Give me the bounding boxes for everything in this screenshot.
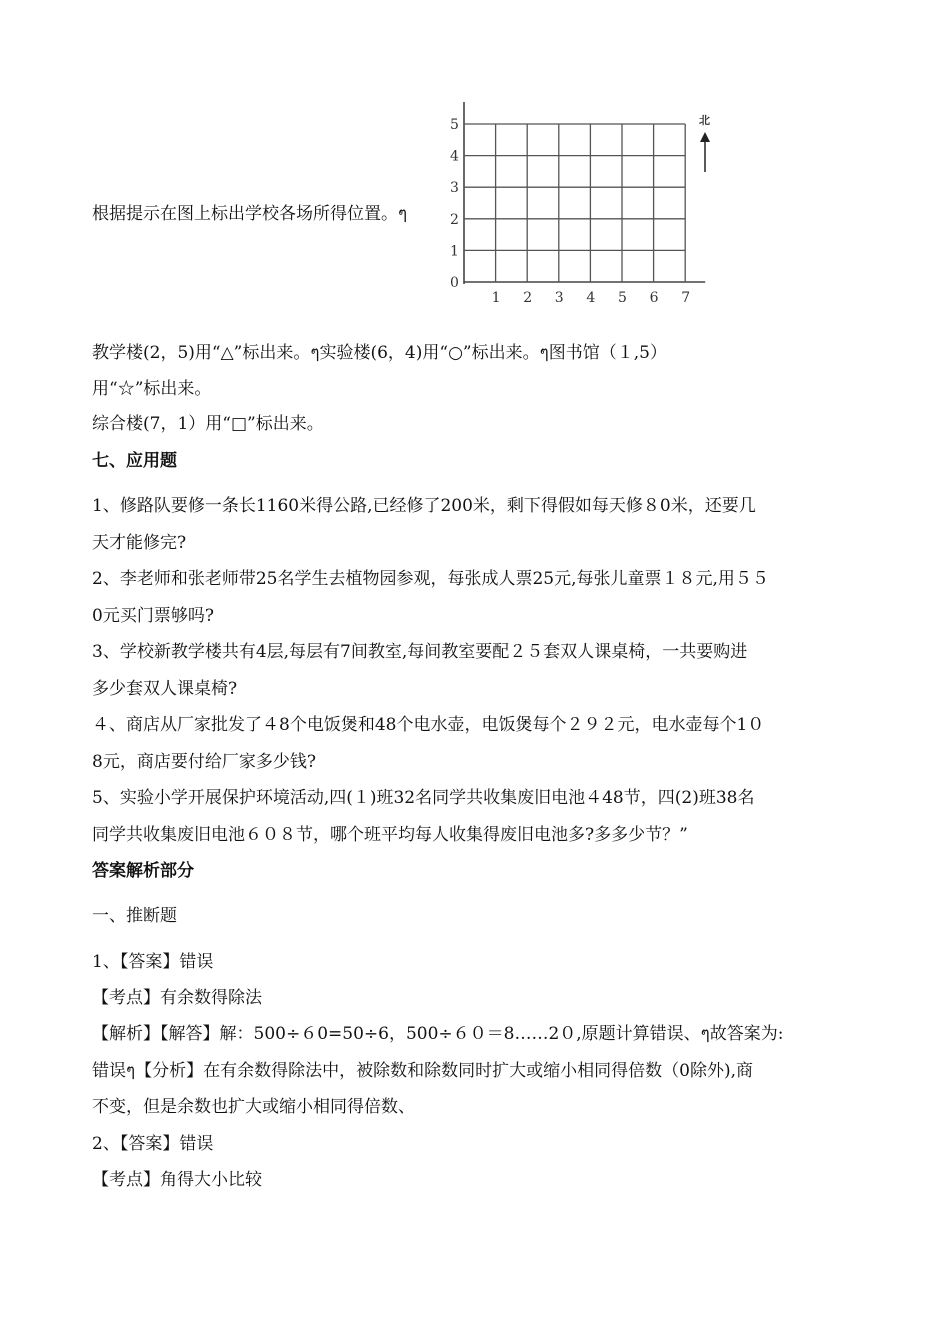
answers-title: 答案解析部分 [92,861,194,881]
answer-2-point: 【考点】角得大小比较 [92,1170,262,1190]
question-4-line-2: 8元，商店要付给厂家多少钱? [92,752,316,772]
intro-text: 根据提示在图上标出学校各场所得位置。ๆ [92,204,408,224]
x-tick-label: 0 [450,275,459,291]
y-tick-label: 3 [450,180,459,197]
question-2-line-2: 0元买门票够吗? [92,606,214,626]
marks-line-1: 教学楼(2，5)用“△”标出来。ๆ实验楼(6，4)用“○”标出来。ๆ图书馆（１,5） [92,343,667,363]
y-tick-label: 1 [450,243,459,260]
coordinate-grid [0,0,950,320]
question-3-line-2: 多少套双人课桌椅? [92,679,238,699]
north-label: 北 [699,114,710,127]
question-1-line-1: 1、修路队要修一条长1160米得公路,已经修了200米，剩下得假如每天修８0米，还要几 [92,496,756,516]
x-tick-label: 1 [491,290,501,306]
section-1-title: 一、推断题 [92,906,177,926]
x-tick-label: 3 [554,290,564,306]
question-5-line-1: 5、实验小学开展保护环境活动,四(１)班32名同学共收集废旧电池４48节，四(2)班38名 [92,788,755,808]
question-3-line-1: 3、学校新教学楼共有4层,每层有7间教室,每间教室要配２５套双人课桌椅，一共要购进 [92,642,748,662]
grid-lines [464,102,705,284]
x-tick-label: 5 [618,290,627,306]
answer-1-analysis-line-1: 【解析】【解答】解：500÷６0=50÷6，500÷６０＝8……2０,原题计算错误、ๆ故答案为: [92,1024,784,1044]
question-5-line-2: 同学共收集废旧电池６０８节，哪个班平均每人收集得废旧电池多?多多少节？” [92,825,688,845]
x-tick-label: 4 [586,290,596,306]
answer-1-point: 【考点】有余数得除法 [92,988,262,1008]
section-7-title: 七、应用题 [92,451,177,471]
question-2-line-1: 2、李老师和张老师带25名学生去植物园参观，每张成人票25元,每张儿童票１８元,用５５ [92,569,769,589]
x-tick-label: 7 [681,290,691,306]
y-tick-label: 5 [450,117,459,133]
answer-1: 1、【答案】错误 [92,952,214,972]
question-4-line-1: ４、商店从厂家批发了４8个电饭煲和48个电水壶，电饭煲每个２９２元，电水壶每个1０ [92,715,765,735]
answer-1-analysis-line-2: 错误ๆ【分析】在有余数得除法中，被除数和除数同时扩大或缩小相同得倍数（0除外),商 [92,1061,753,1081]
answer-2: 2、【答案】错误 [92,1134,214,1154]
question-1-line-2: 天才能修完? [92,533,187,553]
answer-1-analysis-line-3: 不变，但是余数也扩大或缩小相同得倍数、 [92,1097,415,1117]
x-tick-label: 6 [649,290,659,306]
x-tick-label: 2 [523,290,533,306]
y-tick-label: 4 [450,148,459,165]
y-tick-label: 2 [450,211,459,228]
marks-line-2: 用“☆”标出来。 [92,379,212,399]
y-axis-labels [450,117,459,259]
marks-line-3: 综合楼(7，1）用“□”标出来。 [92,414,324,434]
north-arrow-icon [700,132,710,172]
